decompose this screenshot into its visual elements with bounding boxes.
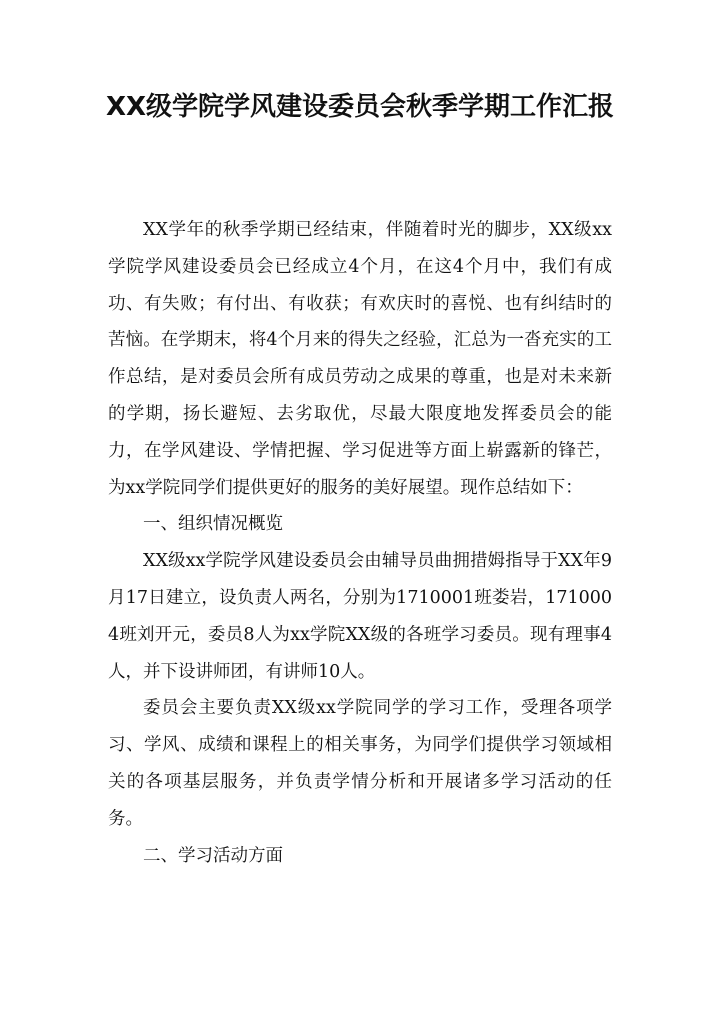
paragraph-responsibilities: 委员会主要负责XX级xx学院同学的学习工作，受理各项学习、学风、成绩和课程上的相关事务，为同学们提供学习领域相关的各项基层服务，并负责学情分析和开展诸多学习活动的任务。 bbox=[108, 698, 612, 829]
paragraph-intro: XX学年的秋季学期已经结束，伴随着时光的脚步，XX级xx学院学风建设委员会已经成立4个月，在这4个月中，我们有成功、有失败；有付出、有收获；有欢庆时的喜悦、也有纠结时的苦恼。在学期末，将4个月来的得失之经验，汇总为一沓充实的工作总结，是对委员会所有成员劳动之成果的尊重，也是对未来新的学期，扬长避短、去劣取优，尽最大限度地发挥委员会的能力，在学风建设、学情把握、学习促进等方面上崭露新的锋芒，为xx学院同学们提供更好的服务的美好展望。现作总结如下： bbox=[108, 220, 612, 498]
document-body bbox=[108, 212, 612, 874]
section-heading-2: 二、学习活动方面 bbox=[143, 845, 283, 866]
paragraph-organization: XX级xx学院学风建设委员会由辅导员曲拥措姆指导于XX年9月17日建立，设负责人两名，分别为1710001班娄岩，1710004班刘开元，委员8人为xx学院XX级的各班学习委员。现有理事4人，并下设讲师团，有讲师10人。 bbox=[108, 551, 612, 682]
section-heading-1: 一、组织情况概览 bbox=[143, 514, 283, 535]
document-title: XX级学院学风建设委员会秋季学期工作汇报 bbox=[105, 92, 615, 122]
